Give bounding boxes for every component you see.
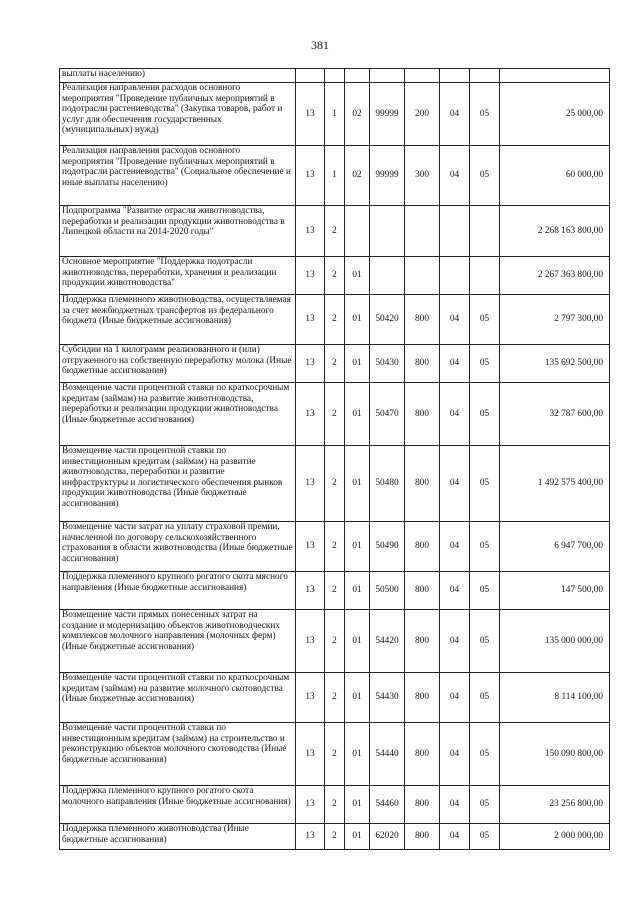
row-code-c6: 04 <box>440 383 470 446</box>
row-amount <box>500 69 610 83</box>
table-row <box>60 83 610 146</box>
row-code-c1: 13 <box>296 723 325 786</box>
row-code-c6: 04 <box>440 295 470 345</box>
row-code-c6: 04 <box>440 610 470 673</box>
row-code-c3: 02 <box>345 146 370 206</box>
row-code-c2: 1 <box>325 83 345 146</box>
row-code-c3: 01 <box>345 446 370 522</box>
row-code-c1: 13 <box>296 206 325 257</box>
row-code-c1: 13 <box>296 383 325 446</box>
table-row <box>60 786 610 824</box>
row-description: выплаты населению) <box>60 69 296 83</box>
row-description: Возмещение части процентной ставки по инвестиционным кредитам (займам) на строительство и реконструкцию объектов молочного скотоводства (Иные бюджетные ассигнования) <box>60 723 296 786</box>
row-code-c3: 01 <box>345 572 370 610</box>
row-code-c4: 50480 <box>370 446 405 522</box>
row-code-c3: 01 <box>345 383 370 446</box>
row-code-c3 <box>345 69 370 83</box>
table-row <box>60 383 610 446</box>
row-code-c4: 54430 <box>370 673 405 723</box>
row-code-c6 <box>440 257 470 295</box>
row-code-c4 <box>370 257 405 295</box>
row-code-c4: 50430 <box>370 345 405 383</box>
row-code-c3: 02 <box>345 83 370 146</box>
row-code-c7: 05 <box>470 723 500 786</box>
row-description: Подпрограмма "Развитие отрасли животноводства, переработки и реализации продукции животноводства в Липецкой области на 2014-2020 годы" <box>60 206 296 257</box>
row-code-c1: 13 <box>296 673 325 723</box>
row-code-c4: 50470 <box>370 383 405 446</box>
row-code-c5: 800 <box>405 723 440 786</box>
row-code-c7: 05 <box>470 824 500 850</box>
row-code-c2: 2 <box>325 572 345 610</box>
row-amount: 60 000,00 <box>500 146 610 206</box>
row-code-c6 <box>440 69 470 83</box>
row-code-c1: 13 <box>296 824 325 850</box>
row-amount: 2 268 163 800,00 <box>500 206 610 257</box>
row-code-c3 <box>345 206 370 257</box>
row-code-c6: 04 <box>440 146 470 206</box>
row-code-c7: 05 <box>470 446 500 522</box>
row-code-c3: 01 <box>345 824 370 850</box>
row-code-c7: 05 <box>470 383 500 446</box>
row-code-c4: 99999 <box>370 83 405 146</box>
row-code-c1: 13 <box>296 345 325 383</box>
row-code-c2 <box>325 69 345 83</box>
row-code-c5 <box>405 257 440 295</box>
row-code-c1: 13 <box>296 257 325 295</box>
row-code-c2: 2 <box>325 345 345 383</box>
row-description: Поддержка племенного животноводства (Иные бюджетные ассигнования) <box>60 824 296 850</box>
row-code-c7: 05 <box>470 83 500 146</box>
row-description: Поддержка племенного крупного рогатого скота молочного направления (Иные бюджетные ассигнования) <box>60 786 296 824</box>
row-description: Основное мероприятие "Поддержка подотрасли животноводства, переработки, хранения и реализации продукции животноводства" <box>60 257 296 295</box>
row-code-c6: 04 <box>440 83 470 146</box>
row-description: Возмещение части прямых понесенных затрат на создание и модернизацию объектов животноводческих комплексов молочного направления (молочных ферм) (Иные бюджетные ассигнования) <box>60 610 296 673</box>
row-code-c2: 2 <box>325 610 345 673</box>
row-code-c3: 01 <box>345 723 370 786</box>
row-code-c2: 2 <box>325 786 345 824</box>
row-code-c7 <box>470 69 500 83</box>
row-code-c7: 05 <box>470 786 500 824</box>
row-description: Реализация направления расходов основного мероприятия "Проведение публичных мероприятий в подотрасли растениеводства" (Закупка товаров, работ и услуг для обеспечения государственных (муниципальных) нужд) <box>60 83 296 146</box>
row-code-c4: 54460 <box>370 786 405 824</box>
row-code-c6: 04 <box>440 345 470 383</box>
row-code-c2: 2 <box>325 522 345 572</box>
row-code-c4: 50490 <box>370 522 405 572</box>
row-amount: 1 492 575 400,00 <box>500 446 610 522</box>
row-code-c6: 04 <box>440 786 470 824</box>
row-code-c4 <box>370 69 405 83</box>
table-row <box>60 610 610 673</box>
table-row <box>60 257 610 295</box>
row-code-c7: 05 <box>470 610 500 673</box>
row-amount: 2 000 000,00 <box>500 824 610 850</box>
row-code-c5: 800 <box>405 383 440 446</box>
row-code-c2: 2 <box>325 206 345 257</box>
row-code-c4: 54420 <box>370 610 405 673</box>
table-row <box>60 673 610 723</box>
row-code-c2: 2 <box>325 295 345 345</box>
row-code-c6: 04 <box>440 572 470 610</box>
row-amount: 2 797 300,00 <box>500 295 610 345</box>
row-code-c1: 13 <box>296 610 325 673</box>
row-code-c7 <box>470 257 500 295</box>
row-amount: 6 947 700,00 <box>500 522 610 572</box>
row-code-c6 <box>440 206 470 257</box>
row-code-c2: 2 <box>325 723 345 786</box>
row-code-c7: 05 <box>470 146 500 206</box>
row-code-c6: 04 <box>440 824 470 850</box>
row-description: Возмещение части процентной ставки по краткосрочным кредитам (займам) на развитие животноводства, переработки и реализации продукции животноводства (Иные бюджетные ассигнования) <box>60 383 296 446</box>
row-code-c4: 54440 <box>370 723 405 786</box>
row-code-c5: 800 <box>405 824 440 850</box>
row-code-c4: 50420 <box>370 295 405 345</box>
row-amount: 25 000,00 <box>500 83 610 146</box>
row-amount: 150 090 800,00 <box>500 723 610 786</box>
row-code-c1: 13 <box>296 146 325 206</box>
row-code-c5: 800 <box>405 673 440 723</box>
table-row <box>60 824 610 850</box>
table-row <box>60 446 610 522</box>
row-code-c1 <box>296 69 325 83</box>
table-row <box>60 723 610 786</box>
row-description: Субсидии на 1 килограмм реализованного и (или) отгруженного на собственную переработку молока (Иные бюджетные ассигнования) <box>60 345 296 383</box>
row-code-c5: 800 <box>405 345 440 383</box>
row-code-c7: 05 <box>470 673 500 723</box>
row-code-c4 <box>370 206 405 257</box>
row-code-c5: 800 <box>405 786 440 824</box>
row-code-c2: 2 <box>325 257 345 295</box>
table-row <box>60 295 610 345</box>
row-code-c5: 800 <box>405 446 440 522</box>
row-code-c5: 200 <box>405 83 440 146</box>
row-code-c5: 800 <box>405 610 440 673</box>
row-code-c7: 05 <box>470 345 500 383</box>
row-amount: 2 267 363 800,00 <box>500 257 610 295</box>
row-description: Возмещение части процентной ставки по инвестиционным кредитам (займам) на развитие животноводства, переработки и развитие инфраструктуры и логистического обеспечения рынков продукции животноводства (Иные бюджетные ассигнования) <box>60 446 296 522</box>
row-code-c6: 04 <box>440 673 470 723</box>
row-amount: 8 114 100,00 <box>500 673 610 723</box>
budget-table-body <box>60 69 610 850</box>
page-number: 381 <box>311 38 329 52</box>
row-code-c2: 1 <box>325 146 345 206</box>
row-code-c1: 13 <box>296 572 325 610</box>
row-code-c3: 01 <box>345 295 370 345</box>
table-row <box>60 572 610 610</box>
row-code-c5 <box>405 69 440 83</box>
row-code-c1: 13 <box>296 295 325 345</box>
row-code-c6: 04 <box>440 446 470 522</box>
row-code-c3: 01 <box>345 345 370 383</box>
row-code-c3: 01 <box>345 610 370 673</box>
row-code-c3: 01 <box>345 522 370 572</box>
row-description: Возмещение части процентной ставки по краткосрочным кредитам (займам) на развитие молочного скотоводства (Иные бюджетные ассигнования) <box>60 673 296 723</box>
row-code-c5: 800 <box>405 295 440 345</box>
table-row <box>60 69 610 83</box>
table-row <box>60 146 610 206</box>
row-code-c1: 13 <box>296 83 325 146</box>
row-description: Возмещение части затрат на уплату страховой премии, начисленной по договору сельскохозяйственного страхования в области животноводства (Иные бюджетные ассигнования) <box>60 522 296 572</box>
row-code-c5: 800 <box>405 572 440 610</box>
table-row <box>60 206 610 257</box>
row-code-c7: 05 <box>470 572 500 610</box>
row-code-c2: 2 <box>325 383 345 446</box>
row-code-c7: 05 <box>470 522 500 572</box>
row-description: Поддержка племенного животноводства, осуществляемая за счет межбюджетных трансфертов из федерального бюджета (Иные бюджетные ассигнования) <box>60 295 296 345</box>
table-row <box>60 345 610 383</box>
row-code-c3: 01 <box>345 673 370 723</box>
row-code-c5 <box>405 206 440 257</box>
row-code-c4: 99999 <box>370 146 405 206</box>
row-code-c6: 04 <box>440 723 470 786</box>
row-code-c2: 2 <box>325 446 345 522</box>
table-row <box>60 522 610 572</box>
row-code-c3: 01 <box>345 257 370 295</box>
row-amount: 135 000 000,00 <box>500 610 610 673</box>
row-code-c1: 13 <box>296 786 325 824</box>
row-amount: 32 787 600,00 <box>500 383 610 446</box>
row-code-c2: 2 <box>325 673 345 723</box>
row-code-c7: 05 <box>470 295 500 345</box>
row-code-c1: 13 <box>296 446 325 522</box>
row-code-c7 <box>470 206 500 257</box>
row-code-c6: 04 <box>440 522 470 572</box>
row-amount: 135 692 500,00 <box>500 345 610 383</box>
row-code-c1: 13 <box>296 522 325 572</box>
row-code-c4: 50500 <box>370 572 405 610</box>
row-code-c4: 62020 <box>370 824 405 850</box>
row-description: Поддержка племенного крупного рогатого скота мясного направления (Иные бюджетные ассигнования) <box>60 572 296 610</box>
row-code-c5: 300 <box>405 146 440 206</box>
row-code-c5: 800 <box>405 522 440 572</box>
row-code-c2: 2 <box>325 824 345 850</box>
row-amount: 23 256 800,00 <box>500 786 610 824</box>
budget-table <box>59 68 610 850</box>
row-amount: 147 500,00 <box>500 572 610 610</box>
row-code-c3: 01 <box>345 786 370 824</box>
row-description: Реализация направления расходов основного мероприятия "Проведение публичных мероприятий в подотрасли растениеводства" (Социальное обеспечение и иные выплаты населению) <box>60 146 296 206</box>
